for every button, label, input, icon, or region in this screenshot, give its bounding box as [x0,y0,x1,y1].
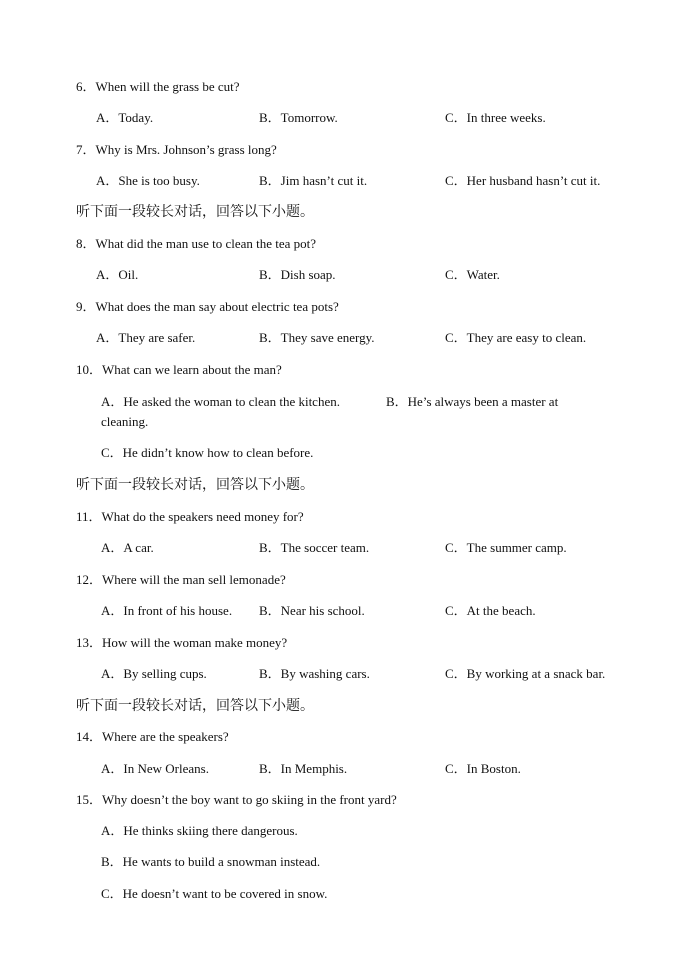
question-13-option-c: C．By working at a snack bar. [445,666,606,681]
question-14-option-a: A．In New Orleans. [101,761,209,776]
section-heading-2: 听下面一段较长对话，回答以下小题。 [76,477,314,493]
question-12-option-c: C．At the beach. [445,603,536,618]
question-9-option-b: B．They save energy. [259,330,375,345]
section-heading-3: 听下面一段较长对话，回答以下小题。 [76,698,314,714]
question-10-option-b: B．He’s always been a master at [386,394,559,409]
question-12-option-a: A．In front of his house. [101,603,233,618]
question-12-stem: 12．Where will the man sell lemonade? [76,572,286,587]
question-7-stem: 7．Why is Mrs. Johnson’s grass long? [76,142,277,157]
question-6-option-c: C．In three weeks. [445,110,546,125]
question-7-option-b: B．Jim hasn’t cut it. [259,173,368,188]
question-8-option-b: B．Dish soap. [259,267,336,282]
question-14-option-b: B．In Memphis. [259,761,348,776]
question-7-option-c: C．Her husband hasn’t cut it. [445,173,601,188]
question-9-stem: 9．What does the man say about electric tea pots? [76,299,339,314]
question-13-option-a: A．By selling cups. [101,666,207,681]
question-6-option-b: B．Tomorrow. [259,110,338,125]
question-7-option-a: A．She is too busy. [96,173,200,188]
question-6-stem: 6．When will the grass be cut? [76,79,240,94]
question-14-stem: 14．Where are the speakers? [76,729,229,744]
question-10-option-a: A．He asked the woman to clean the kitchen. [101,394,340,409]
question-15-stem: 15．Why doesn’t the boy want to go skiing in the front yard? [76,792,397,807]
question-11-option-c: C．The summer camp. [445,540,567,555]
question-8-stem: 8．What did the man use to clean the tea pot? [76,236,317,251]
question-8-option-c: C．Water. [445,267,500,282]
question-15-option-c: C．He doesn’t want to be covered in snow. [101,886,328,901]
question-9-option-c: C．They are easy to clean. [445,330,587,345]
question-10-option-b-continued: cleaning. [101,414,149,429]
question-11-option-b: B．The soccer team. [259,540,370,555]
question-15-option-b: B．He wants to build a snowman instead. [101,854,321,869]
question-15-option-a: A．He thinks skiing there dangerous. [101,823,298,838]
question-9-option-a: A．They are safer. [96,330,196,345]
question-11-option-a: A．A car. [101,540,154,555]
question-11-stem: 11．What do the speakers need money for? [76,509,304,524]
question-10-option-c: C．He didn’t know how to clean before. [101,445,314,460]
question-12-option-b: B．Near his school. [259,603,365,618]
question-6-option-a: A．Today. [96,110,154,125]
question-13-option-b: B．By washing cars. [259,666,370,681]
section-heading-1: 听下面一段较长对话，回答以下小题。 [76,204,314,220]
question-10-stem: 10．What can we learn about the man? [76,362,282,377]
question-13-stem: 13．How will the woman make money? [76,635,288,650]
question-14-option-c: C．In Boston. [445,761,521,776]
question-8-option-a: A．Oil. [96,267,139,282]
